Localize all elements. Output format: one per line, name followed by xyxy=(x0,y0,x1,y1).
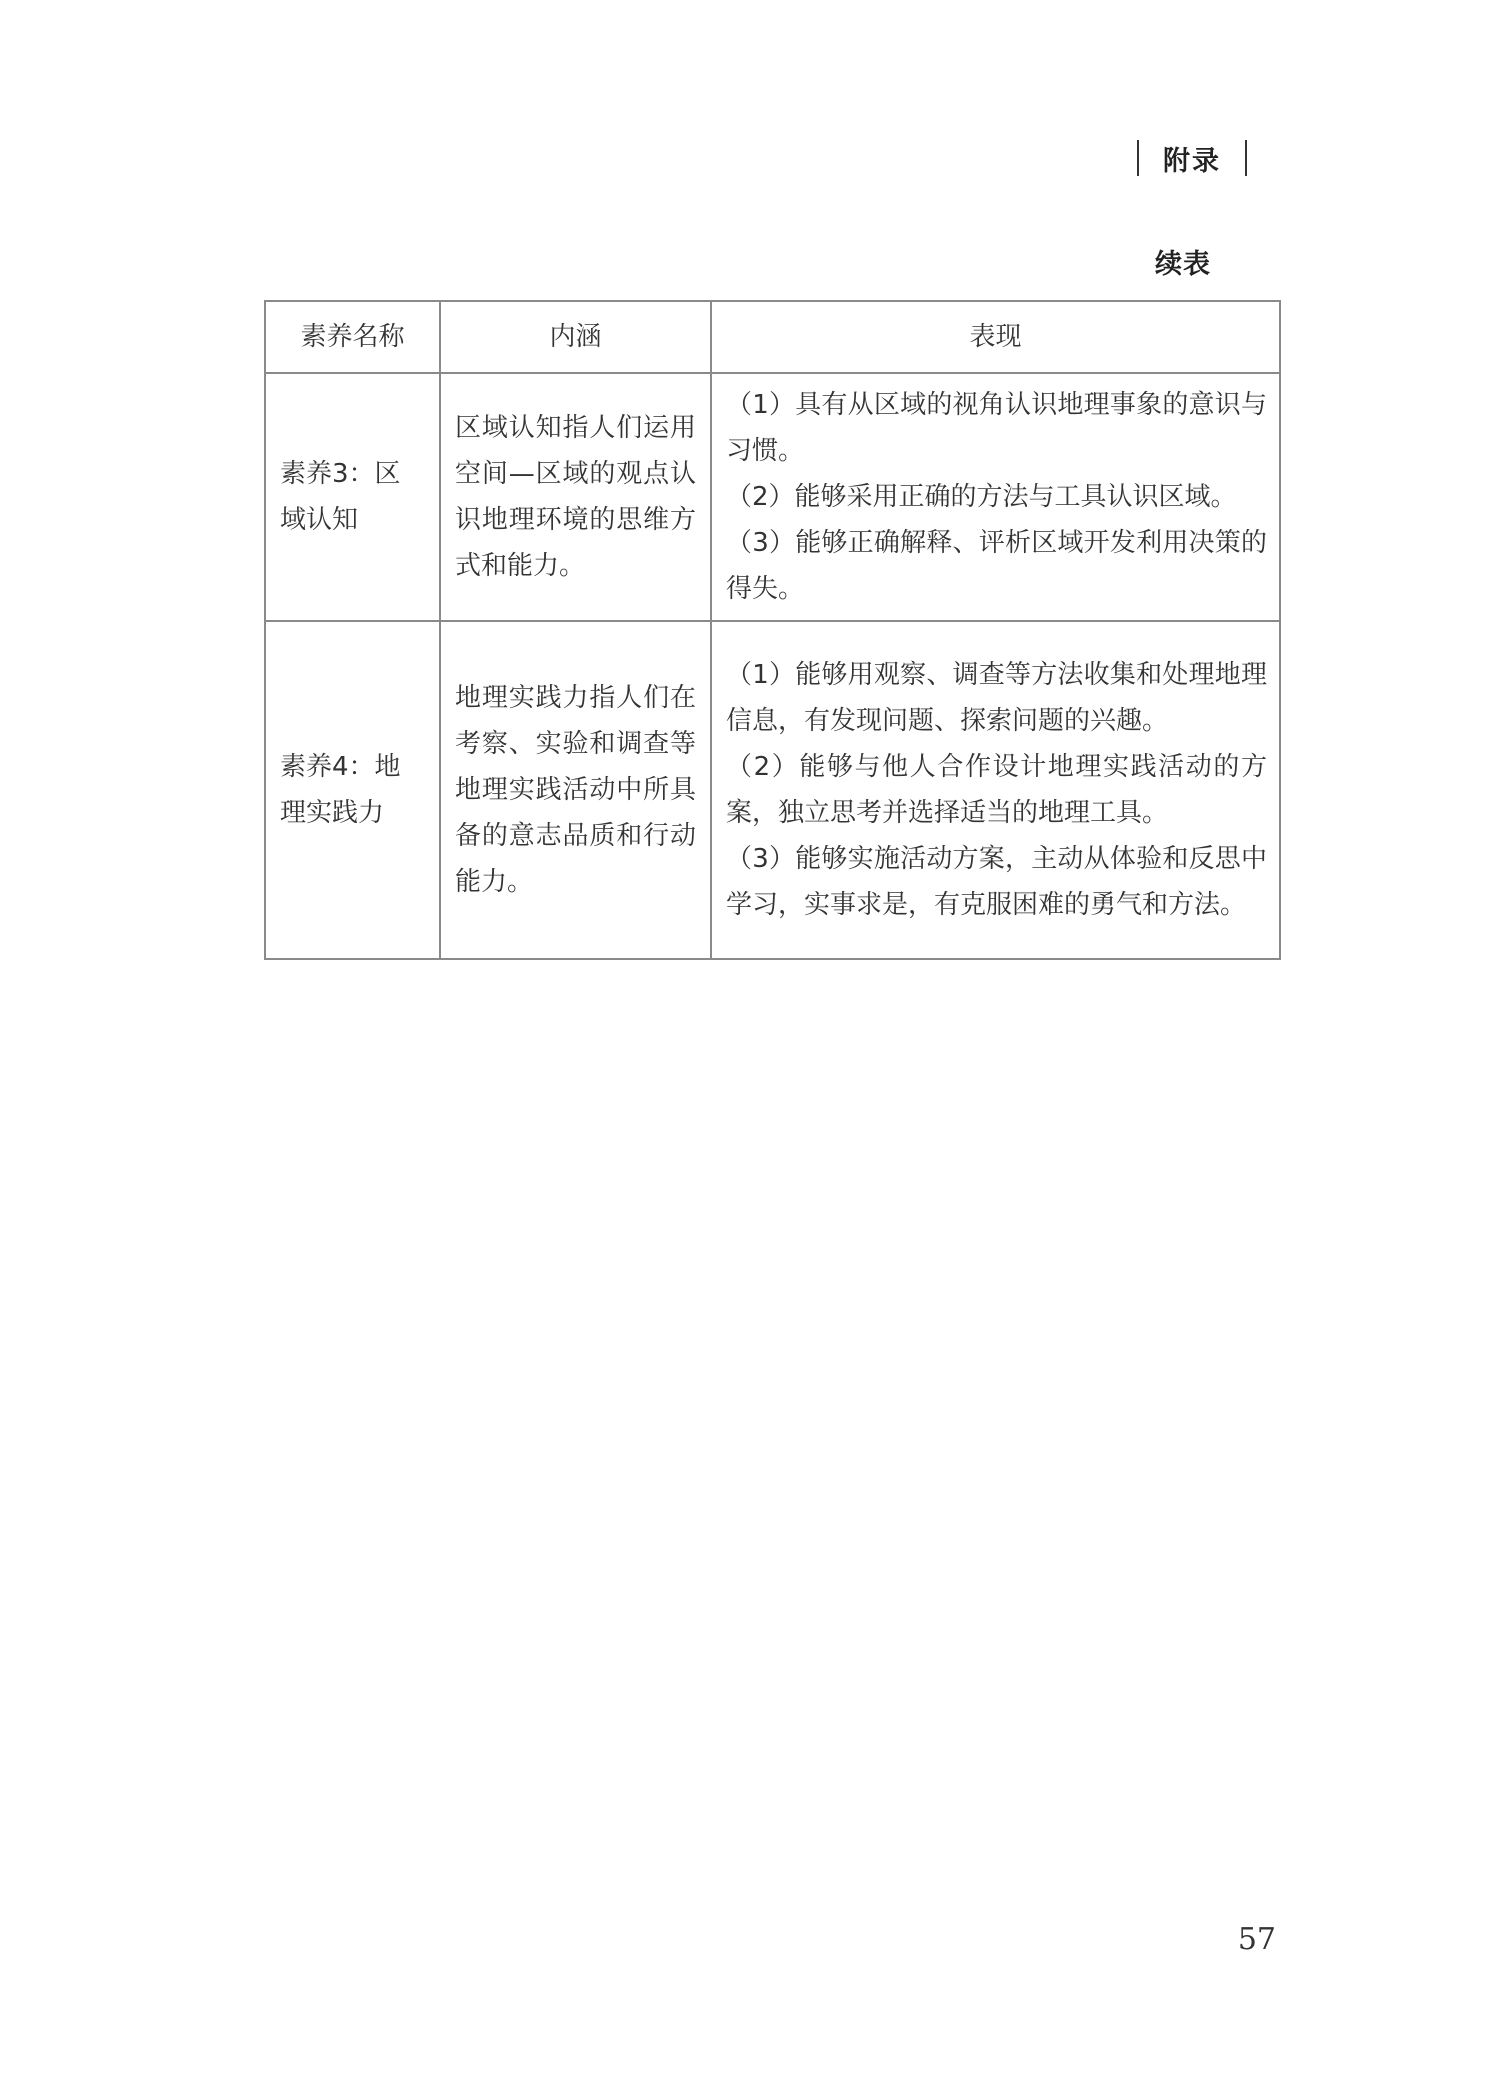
performance-item: （2）能够采用正确的方法与工具认识区域。 xyxy=(726,482,1237,512)
table-header-row xyxy=(265,301,1280,373)
header-performance: 表现 xyxy=(711,301,1280,373)
running-head xyxy=(1113,138,1271,178)
competency-meaning-cell: 区域认知指人们运用空间—区域的观点认识地理环境的思维方式和能力。 xyxy=(440,373,711,621)
competency-name-cell: 素养3：区域认知 xyxy=(265,373,440,621)
header-competency-name: 素养名称 xyxy=(265,301,440,373)
performance-item: （3）能够实施活动方案，主动从体验和反思中学习，实事求是，有克服困难的勇气和方法。 xyxy=(726,844,1267,920)
performance-item: （1）具有从区域的视角认识地理事象的意识与习惯。 xyxy=(726,390,1267,466)
performance-item: （3）能够正确解释、评析区域开发利用决策的得失。 xyxy=(726,528,1267,604)
competency-performance-cell xyxy=(711,373,1280,621)
header-meaning: 内涵 xyxy=(440,301,711,373)
table-row xyxy=(265,373,1280,621)
running-head-right-rule xyxy=(1245,140,1247,176)
running-head-title: 附录 xyxy=(1163,145,1221,177)
competency-performance-cell xyxy=(711,621,1280,959)
table-row xyxy=(265,621,1280,959)
competency-meaning-cell: 地理实践力指人们在考察、实验和调查等地理实践活动中所具备的意志品质和行动能力。 xyxy=(440,621,711,959)
competency-name-cell: 素养4：地理实践力 xyxy=(265,621,440,959)
competency-table xyxy=(264,300,1281,960)
performance-item: （2）能够与他人合作设计地理实践活动的方案，独立思考并选择适当的地理工具。 xyxy=(726,752,1267,828)
page-number: 57 xyxy=(1237,1922,1276,1957)
running-head-left-rule xyxy=(1137,140,1139,176)
performance-item: （1）能够用观察、调查等方法收集和处理地理信息，有发现问题、探索问题的兴趣。 xyxy=(726,660,1267,736)
table-continued-label: 续表 xyxy=(1155,249,1211,280)
